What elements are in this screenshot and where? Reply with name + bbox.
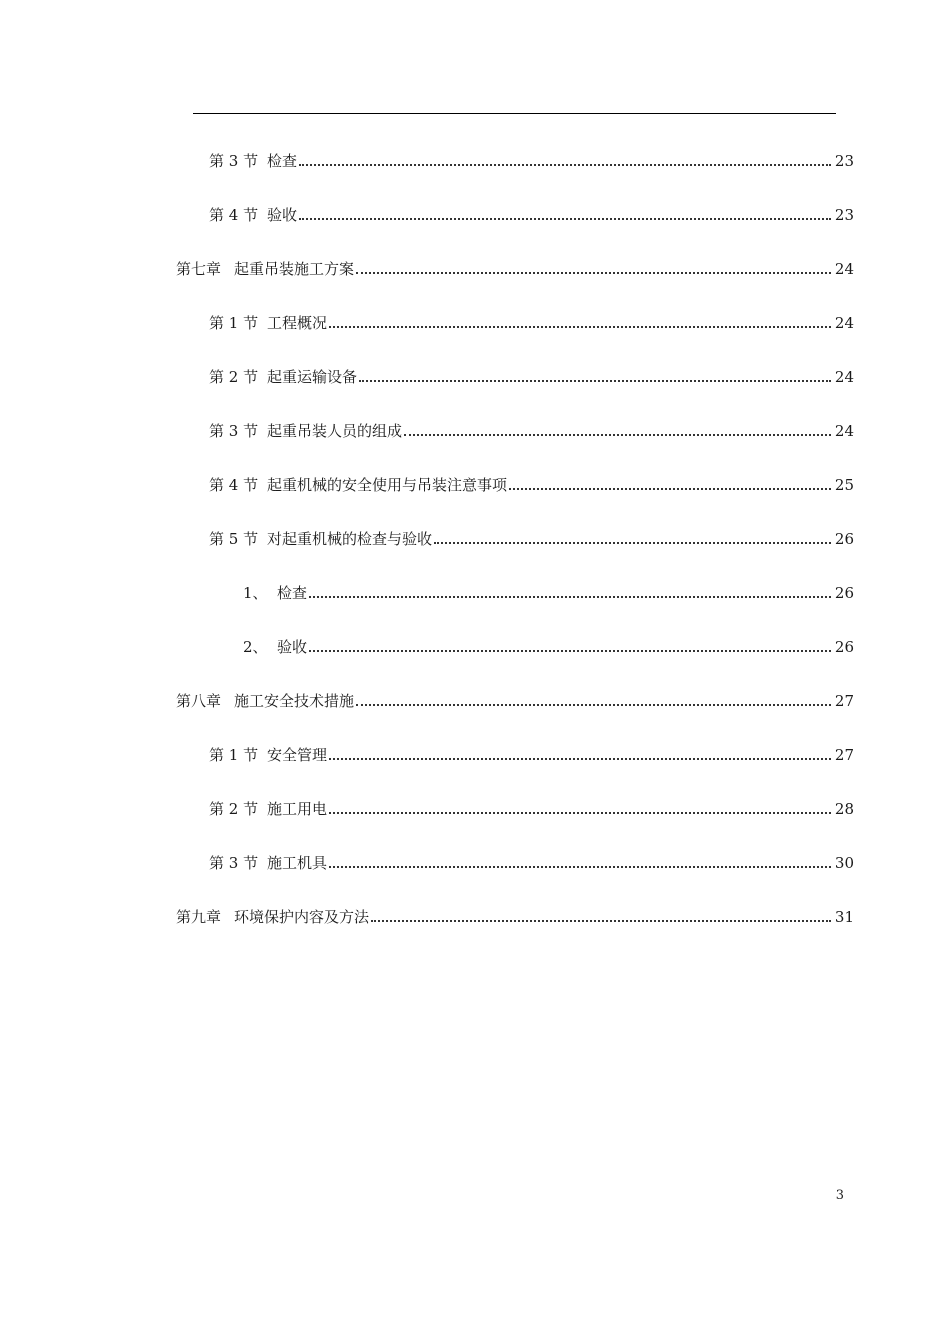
toc-dot-leader bbox=[359, 380, 831, 382]
toc-entry-number: 第 1 节 bbox=[209, 746, 259, 764]
toc-dot-leader bbox=[329, 812, 831, 814]
toc-dot-leader bbox=[356, 704, 831, 706]
toc-entry-title: 起重吊装施工方案 bbox=[234, 260, 355, 278]
toc-entry-title: 验收 bbox=[267, 206, 298, 224]
toc-section-entry[interactable] bbox=[209, 471, 854, 495]
toc-entry-page: 24 bbox=[834, 368, 854, 386]
toc-entry-label bbox=[176, 907, 369, 927]
toc-entry-label bbox=[209, 313, 327, 333]
toc-section-entry[interactable] bbox=[209, 147, 854, 171]
toc-entry-title: 安全管理 bbox=[267, 746, 328, 764]
toc-entry-page: 26 bbox=[834, 530, 854, 548]
toc-entry-title: 施工机具 bbox=[267, 854, 328, 872]
toc-dot-leader bbox=[309, 596, 831, 598]
toc-entry-number: 第 4 节 bbox=[209, 206, 259, 224]
toc-dot-leader bbox=[371, 920, 831, 922]
toc-entry-title: 对起重机械的检查与验收 bbox=[267, 530, 433, 548]
toc-entry-number: 第九章 bbox=[176, 908, 222, 926]
toc-entry-label bbox=[209, 799, 327, 819]
toc-entry-title: 工程概况 bbox=[267, 314, 328, 332]
toc-entry-number: 第 2 节 bbox=[209, 800, 259, 818]
toc-entry-title: 起重吊装人员的组成 bbox=[267, 422, 403, 440]
toc-entry-title: 起重运输设备 bbox=[267, 368, 358, 386]
toc-chapter-entry[interactable] bbox=[176, 903, 854, 927]
toc-entry-label bbox=[209, 475, 507, 495]
toc-entry-page: 28 bbox=[834, 800, 854, 818]
toc-entry-label bbox=[209, 421, 402, 441]
toc-dot-leader bbox=[404, 434, 831, 436]
toc-entry-title: 检查 bbox=[277, 584, 308, 602]
toc-dot-leader bbox=[329, 758, 831, 760]
toc-entry-number: 第 1 节 bbox=[209, 314, 259, 332]
toc-entry-page: 24 bbox=[834, 422, 854, 440]
toc-dot-leader bbox=[434, 542, 831, 544]
toc-entry-title: 起重机械的安全使用与吊装注意事项 bbox=[267, 476, 508, 494]
toc-entry-number: 第 5 节 bbox=[209, 530, 259, 548]
toc-entry-label bbox=[243, 583, 307, 603]
toc-entry-page: 24 bbox=[834, 260, 854, 278]
toc-chapter-entry[interactable] bbox=[176, 255, 854, 279]
toc-entry-number: 第 2 节 bbox=[209, 368, 259, 386]
toc-chapter-entry[interactable] bbox=[176, 687, 854, 711]
toc-section-entry[interactable] bbox=[209, 201, 854, 225]
toc-entry-number: 1、 bbox=[243, 584, 268, 602]
toc-entry-page: 27 bbox=[834, 746, 854, 764]
toc-dot-leader bbox=[509, 488, 831, 490]
toc-entry-page: 23 bbox=[834, 152, 854, 170]
toc-entry-number: 第 3 节 bbox=[209, 152, 259, 170]
toc-entry-label bbox=[209, 367, 357, 387]
toc-entry-page: 26 bbox=[834, 584, 854, 602]
toc-entry-page: 23 bbox=[834, 206, 854, 224]
toc-section-entry[interactable] bbox=[209, 795, 854, 819]
toc-entry-page: 27 bbox=[834, 692, 854, 710]
toc-entry-number: 第八章 bbox=[176, 692, 222, 710]
toc-entry-page: 24 bbox=[834, 314, 854, 332]
toc-section-entry[interactable] bbox=[209, 741, 854, 765]
toc-section-entry[interactable] bbox=[209, 417, 854, 441]
toc-dot-leader bbox=[329, 866, 831, 868]
toc-dot-leader bbox=[299, 164, 831, 166]
toc-dot-leader bbox=[356, 272, 831, 274]
toc-dot-leader bbox=[309, 650, 831, 652]
toc-entry-page: 30 bbox=[834, 854, 854, 872]
toc-entry-title: 检查 bbox=[267, 152, 298, 170]
toc-entry-page: 25 bbox=[834, 476, 854, 494]
toc-entry-title: 环境保护内容及方法 bbox=[234, 908, 370, 926]
toc-entry-label bbox=[209, 205, 297, 225]
toc-entry-label bbox=[209, 151, 297, 171]
toc-entry-number: 第 3 节 bbox=[209, 854, 259, 872]
toc-subsection-entry[interactable] bbox=[243, 633, 854, 657]
toc-entry-label bbox=[209, 853, 327, 873]
toc-entry-label bbox=[176, 691, 354, 711]
toc-entry-label bbox=[209, 529, 432, 549]
toc-section-entry[interactable] bbox=[209, 363, 854, 387]
toc-entry-title: 施工用电 bbox=[267, 800, 328, 818]
toc-entry-label bbox=[243, 637, 307, 657]
header-rule bbox=[193, 113, 836, 114]
toc-entry-number: 2、 bbox=[243, 638, 268, 656]
page-number: 3 bbox=[835, 1188, 844, 1203]
toc-section-entry[interactable] bbox=[209, 849, 854, 873]
toc-dot-leader bbox=[299, 218, 831, 220]
toc-entry-title: 验收 bbox=[277, 638, 308, 656]
toc-entry-label bbox=[209, 745, 327, 765]
toc-entry-number: 第 4 节 bbox=[209, 476, 259, 494]
toc-entry-title: 施工安全技术措施 bbox=[234, 692, 355, 710]
toc-entry-label bbox=[176, 259, 354, 279]
toc-subsection-entry[interactable] bbox=[243, 579, 854, 603]
toc-dot-leader bbox=[329, 326, 831, 328]
toc-entry-page: 31 bbox=[834, 908, 854, 926]
toc-entry-number: 第七章 bbox=[176, 260, 222, 278]
toc-section-entry[interactable] bbox=[209, 525, 854, 549]
toc-section-entry[interactable] bbox=[209, 309, 854, 333]
toc-entry-number: 第 3 节 bbox=[209, 422, 259, 440]
toc-entry-page: 26 bbox=[834, 638, 854, 656]
